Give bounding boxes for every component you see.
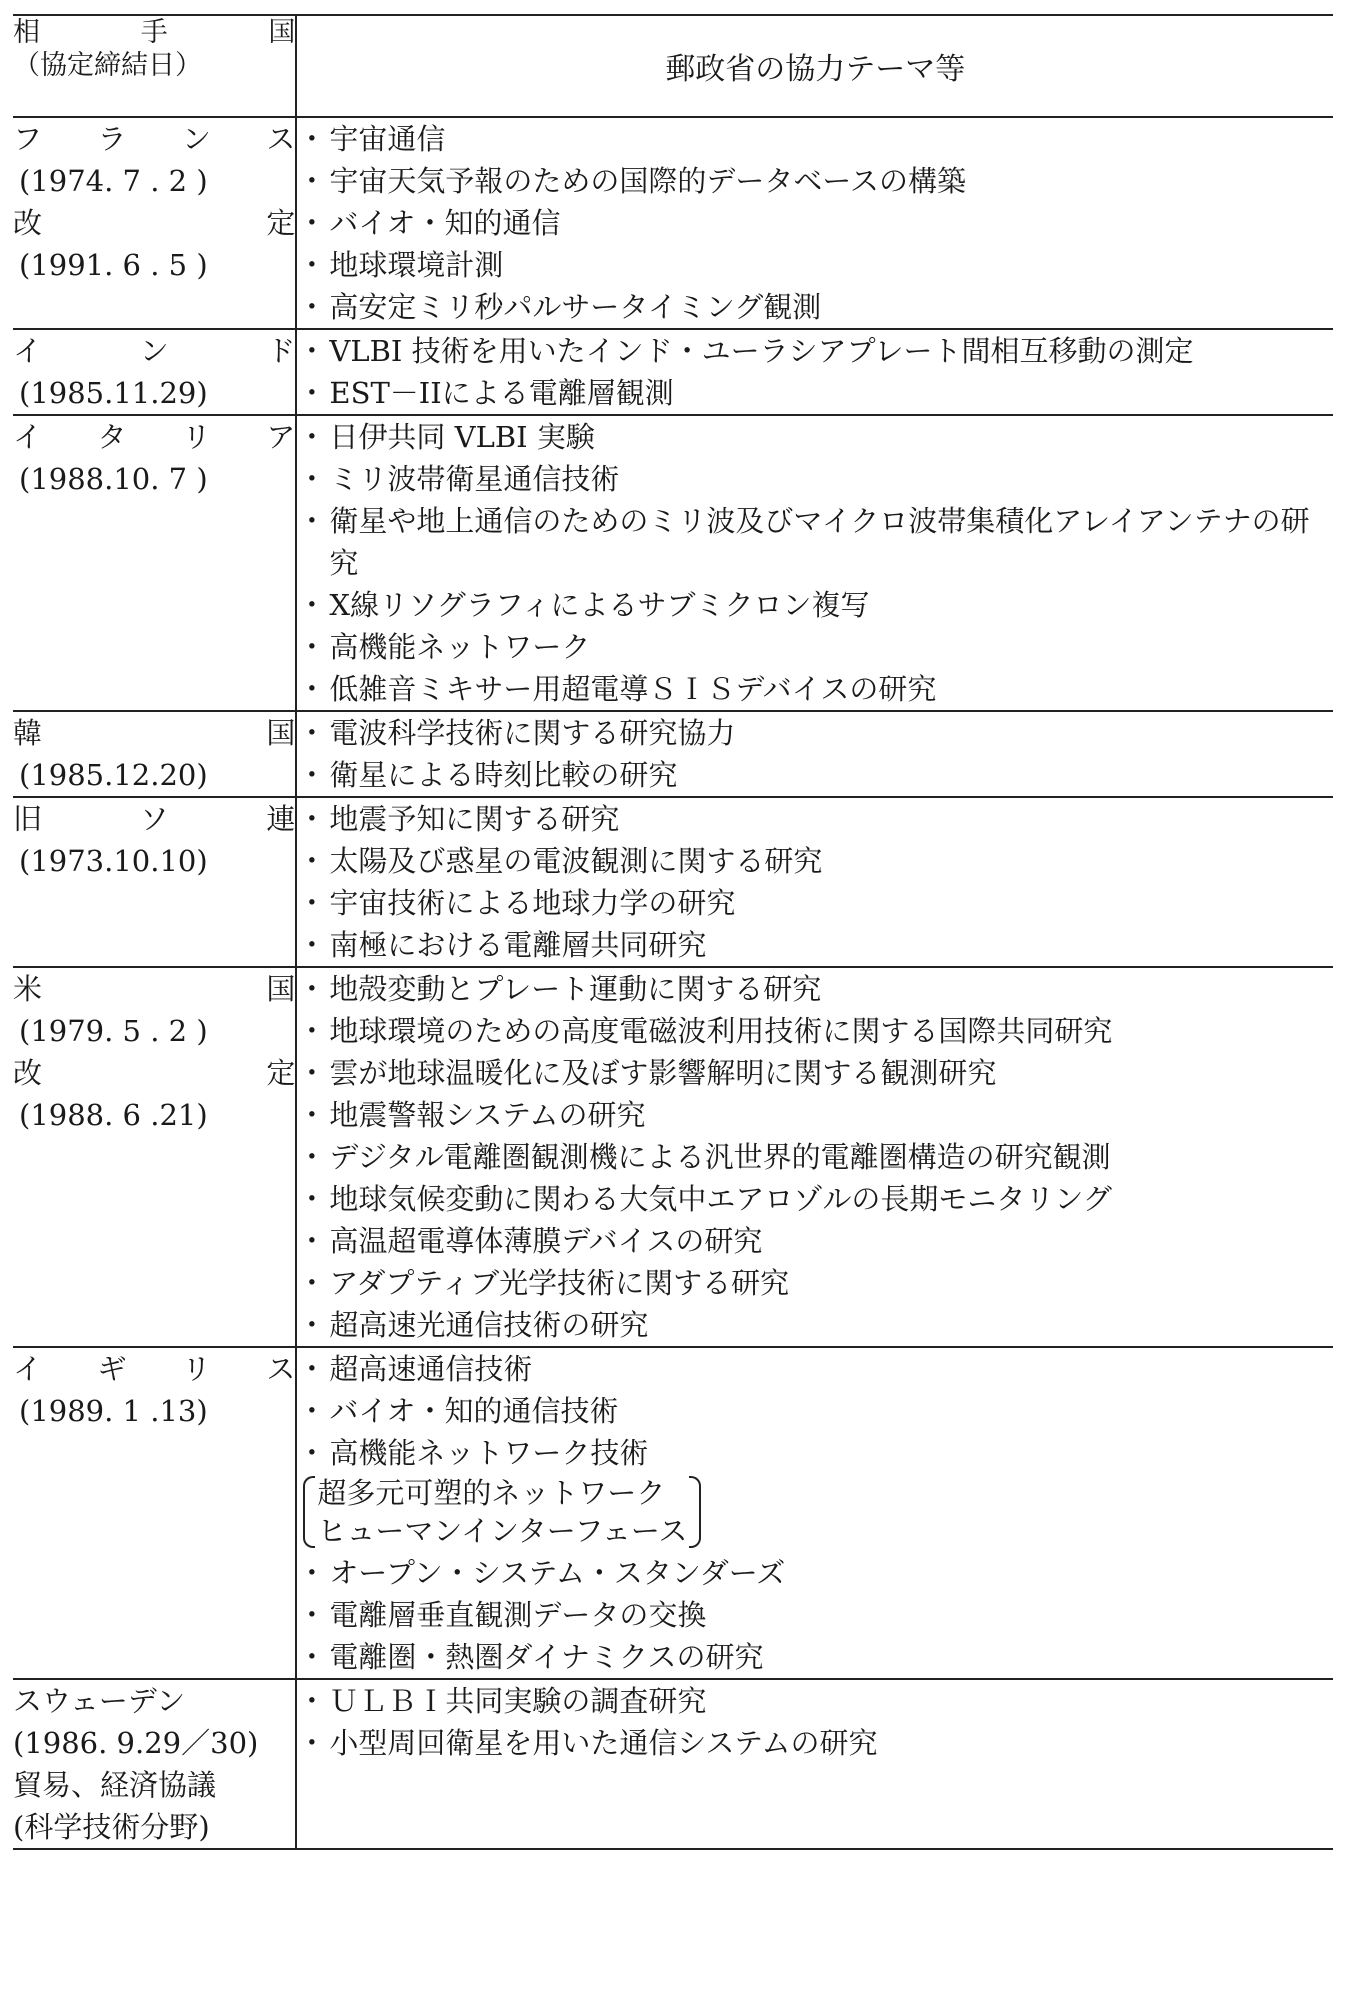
theme-item: ・ 地球気候変動に関わる大気中エアロゾルの長期モニタリング bbox=[297, 1178, 1333, 1220]
table-row bbox=[13, 967, 1333, 1347]
theme-item: ・ 高温超電導体薄膜デバイスの研究 bbox=[297, 1220, 1333, 1262]
agreement-date: (1985.12.20) bbox=[19, 758, 208, 792]
theme-cell bbox=[296, 1347, 1333, 1679]
theme-item: ・ 電離層垂直観測データの交換 bbox=[297, 1594, 1333, 1636]
theme-item: ・ 宇宙天気予報のための国際的データベースの構築 bbox=[297, 160, 1333, 202]
country-text: 貿易、経済協議 bbox=[13, 1768, 217, 1802]
agreement-date: (1988. 6 .21) bbox=[19, 1098, 208, 1132]
bracketed-subitems bbox=[303, 1474, 701, 1550]
theme-item: ・ オープン・システム・スタンダーズ bbox=[297, 1552, 1333, 1594]
theme-item: ・ 低雑音ミキサー用超電導ＳＩＳデバイスの研究 bbox=[297, 668, 1333, 710]
theme-item: ・ アダプティブ光学技術に関する研究 bbox=[297, 1262, 1333, 1304]
theme-item: ・ 地震警報システムの研究 bbox=[297, 1094, 1333, 1136]
header-country-label: 相 手 国 bbox=[13, 17, 296, 48]
theme-item: ・ X線リソグラフィによるサブミクロン複写 bbox=[297, 584, 1333, 626]
theme-cell bbox=[296, 967, 1333, 1347]
theme-item: ・ 地殻変動とプレート運動に関する研究 bbox=[297, 968, 1333, 1010]
country-name: 米 国 bbox=[13, 972, 296, 1006]
country-name: 旧 ソ 連 bbox=[13, 802, 296, 836]
agreement-date: (1979. 5 . 2 ) bbox=[19, 1014, 208, 1048]
theme-cell bbox=[296, 797, 1333, 967]
agreement-date: (1985.11.29) bbox=[19, 376, 208, 410]
theme-item: ・ 太陽及び惑星の電波観測に関する研究 bbox=[297, 840, 1333, 882]
country-name: イ ギ リ ス bbox=[13, 1352, 296, 1386]
table-row bbox=[13, 415, 1333, 711]
agreement-date: (1988.10. 7 ) bbox=[19, 462, 208, 496]
country-text: スウェーデン bbox=[13, 1684, 186, 1718]
agreement-date: (1989. 1 .13) bbox=[19, 1394, 208, 1428]
theme-item: ・ 地球環境のための高度電磁波利用技術に関する国際共同研究 bbox=[297, 1010, 1333, 1052]
table-row bbox=[13, 797, 1333, 967]
country-cell bbox=[13, 117, 296, 329]
theme-item: ・ 超高速通信技術 bbox=[297, 1348, 1333, 1390]
theme-item: ・ ミリ波帯衛星通信技術 bbox=[297, 458, 1333, 500]
country-cell bbox=[13, 1679, 296, 1849]
theme-item: ・ 日伊共同 VLBI 実験 bbox=[297, 416, 1333, 458]
country-text: (科学技術分野) bbox=[13, 1810, 210, 1844]
theme-cell bbox=[296, 329, 1333, 415]
country-name: フ ラ ン ス bbox=[13, 122, 296, 156]
theme-cell bbox=[296, 1679, 1333, 1849]
table-row bbox=[13, 117, 1333, 329]
theme-cell bbox=[296, 117, 1333, 329]
subitem: 超多元可塑的ネットワーク bbox=[317, 1476, 666, 1510]
theme-item: ・ 地震予知に関する研究 bbox=[297, 798, 1333, 840]
theme-item: ・ 超高速光通信技術の研究 bbox=[297, 1304, 1333, 1346]
country-name: イ ン ド bbox=[13, 334, 296, 368]
theme-item: ・ 電離圏・熱圏ダイナミクスの研究 bbox=[297, 1636, 1333, 1678]
theme-item: ・ 地球環境計測 bbox=[297, 244, 1333, 286]
country-text: (1986. 9.29／30) bbox=[13, 1726, 259, 1760]
agreement-date: (1974. 7 . 2 ) bbox=[19, 164, 208, 198]
header-date-label: （協定締結日） bbox=[13, 50, 202, 81]
country-cell bbox=[13, 329, 296, 415]
cooperation-table bbox=[13, 14, 1333, 1850]
theme-item: ・ 雲が地球温暖化に及ぼす影響解明に関する観測研究 bbox=[297, 1052, 1333, 1094]
theme-item: ・ 衛星や地上通信のためのミリ波及びマイクロ波帯集積化アレイアンテナの研究 bbox=[297, 500, 1333, 584]
country-cell bbox=[13, 967, 296, 1347]
table-row bbox=[13, 1679, 1333, 1849]
table-header-row bbox=[13, 15, 1333, 117]
theme-item: ・ 高安定ミリ秒パルサータイミング観測 bbox=[297, 286, 1333, 328]
theme-item: ・ バイオ・知的通信技術 bbox=[297, 1390, 1333, 1432]
country-cell bbox=[13, 797, 296, 967]
country-name: 改 定 bbox=[13, 1056, 296, 1090]
theme-item: ・ ＵＬＢＩ共同実験の調査研究 bbox=[297, 1680, 1333, 1722]
theme-item: ・ 高機能ネットワーク技術 bbox=[297, 1432, 1333, 1474]
country-name: 改 定 bbox=[13, 206, 296, 240]
theme-item: ・ 宇宙技術による地球力学の研究 bbox=[297, 882, 1333, 924]
theme-cell bbox=[296, 415, 1333, 711]
theme-item: ・ VLBI 技術を用いたインド・ユーラシアプレート間相互移動の測定 bbox=[297, 330, 1333, 372]
subitem: ヒューマンインターフェース bbox=[317, 1514, 688, 1548]
theme-item: ・ 小型周回衛星を用いた通信システムの研究 bbox=[297, 1722, 1333, 1764]
theme-item: ・ 宇宙通信 bbox=[297, 118, 1333, 160]
theme-item: ・ 高機能ネットワーク bbox=[297, 626, 1333, 668]
theme-item: ・ 南極における電離層共同研究 bbox=[297, 924, 1333, 966]
country-name: 韓 国 bbox=[13, 716, 296, 750]
theme-item: ・ 衛星による時刻比較の研究 bbox=[297, 754, 1333, 796]
table-row bbox=[13, 329, 1333, 415]
theme-item: ・ バイオ・知的通信 bbox=[297, 202, 1333, 244]
country-name: イ タ リ ア bbox=[13, 420, 296, 454]
theme-item: ・ 電波科学技術に関する研究協力 bbox=[297, 712, 1333, 754]
theme-item: ・ EST－IIによる電離層観測 bbox=[297, 372, 1333, 414]
theme-cell bbox=[296, 711, 1333, 797]
theme-item: ・ デジタル電離圏観測機による汎世界的電離圏構造の研究観測 bbox=[297, 1136, 1333, 1178]
country-cell bbox=[13, 711, 296, 797]
table-row bbox=[13, 711, 1333, 797]
agreement-date: (1991. 6 . 5 ) bbox=[19, 248, 208, 282]
country-cell bbox=[13, 1347, 296, 1679]
table-row bbox=[13, 1347, 1333, 1679]
country-cell bbox=[13, 415, 296, 711]
header-theme-label: 郵政省の協力テーマ等 bbox=[296, 15, 1333, 117]
agreement-date: (1973.10.10) bbox=[19, 844, 208, 878]
header-country-cell bbox=[13, 15, 296, 117]
